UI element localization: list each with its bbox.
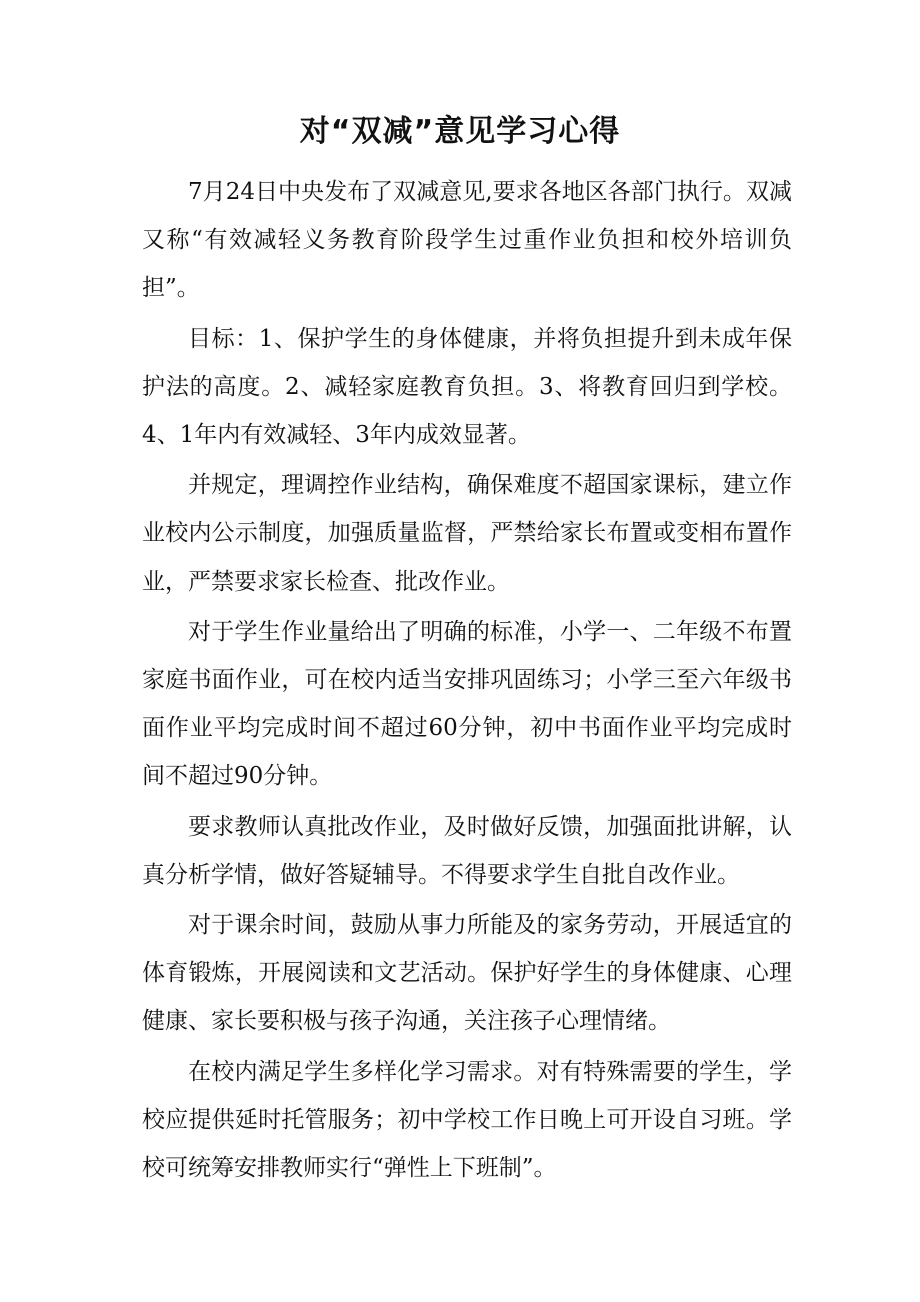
paragraph-1: 7月24日中央发布了双减意见,要求各地区各部门执行。双减又称“有效减轻义务教育阶段学生过重作业负担和校外培训负担”。: [142, 179, 792, 302]
document-body: [142, 168, 792, 1194]
paragraph-2: 目标：1、保护学生的身体健康，并将负担提升到未成年保护法的高度。2、减轻家庭教育负担。3、将教育回归到学校。4、1年内有效减轻、3年内成效显著。: [142, 325, 792, 449]
paragraph-7: 在校内满足学生多样化学习需求。对有特殊需要的学生，学校应提供延时托管服务；初中学校工作日晚上可开设自习班。学校可统筹安排教师实行“弹性上下班制”。: [142, 1058, 792, 1182]
paragraph-4: 对于学生作业量给出了明确的标准，小学一、二年级不布置家庭书面作业，可在校内适当安排巩固练习；小学三至六年级书面作业平均完成时间不超过60分钟，初中书面作业平均完成时间不超过90分钟。: [142, 618, 792, 790]
document-title: 对“双减”意见学习心得: [299, 114, 621, 149]
paragraph-5: 要求教师认真批改作业，及时做好反馈，加强面批讲解，认真分析学情，做好答疑辅导。不得要求学生自批自改作业。: [142, 813, 792, 888]
paragraph-6: 对于课余时间，鼓励从事力所能及的家务劳动，开展适宜的体育锻炼，开展阅读和文艺活动。保护好学生的身体健康、心理健康、家长要积极与孩子沟通，关注孩子心理情绪。: [142, 912, 792, 1035]
paragraph-3: 并规定，理调控作业结构，确保难度不超国家课标，建立作业校内公示制度，加强质量监督，严禁给家长布置或变相布置作业，严禁要求家长检查、批改作业。: [142, 472, 792, 595]
